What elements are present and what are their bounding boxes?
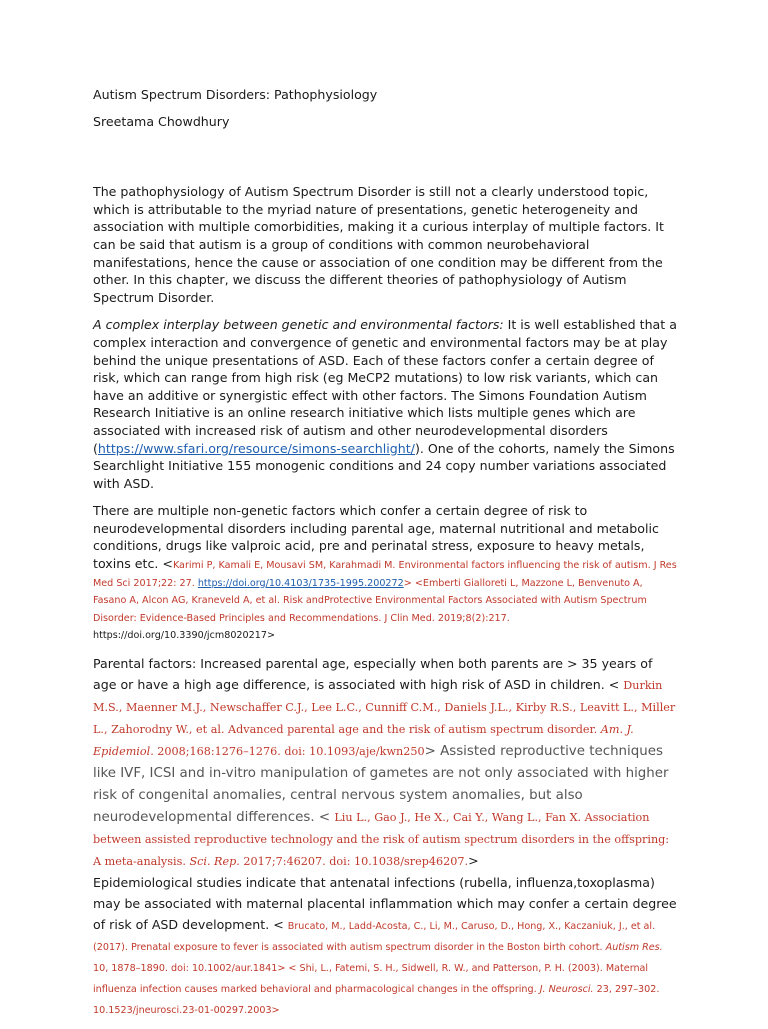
citation-liu: Liu L., Gao J., He X., Cai Y., Wang L., Fan X. Association between assisted reproductive technology and the risk of autism spectrum disorders in the offspring: A meta-analysis. Sci. Rep. 2017;7:46207. doi: 10.1038/srep46207. (93, 811, 670, 869)
citation-emberti: <Emberti Gialloreti L, Mazzone L, Benvenuto A, Fasano A, Alcon AG, Kraneveld A, et al. Risk andProtective Environmental Factors Associated with Autism Spectrum Disorder: Evidence-Based Principles and Recommendations. J Clin Med. 2019;8(2):217. (93, 577, 647, 624)
sfari-link[interactable]: https://www.sfari.org/resource/simons-searchlight/ (97, 440, 415, 456)
paragraph-text-infections: Epidemiological studies indicate that antenatal infections (rubella, influenza,toxoplasma) may be associated with maternal placental inflammation which may confer a certain degree of risk of ASD development. < (93, 875, 677, 933)
paragraph-text: There are multiple non-genetic factors which confer a certain degree of risk to neurodevelopmental disorders including parental age, maternal nutritional and metabolic conditions, drugs like valproic acid, pre and perinatal stress, exposure to heavy metals, toxins etc. < (93, 503, 659, 572)
document-page (93, 86, 677, 1029)
citation-durkin: Durkin M.S., Maenner M.J., Newschaffer C.J., Lee L.C., Cunniff C.M., Daniels J.L., Kirby R.S., Leavitt L., Miller L., Zahorodny W., et al. Advanced parental age and the risk of autism spectrum disorder. Am. J. Epidemiol. 2008;168:1276–1276. doi: 10.1093/aje/kwn250 (93, 679, 676, 759)
citation-karimi: Karimi P, Kamali E, Mousavi SM, Karahmadi M. Environmental factors influencing the risk of autism. J Res Med Sci 2017;22: 27. https://doi.org/10.4103/1735-1995.200272> <Emberti Gialloreti L, Mazzone L, Benvenuto A, Fasano A, Alcon AG, Kraneveld A, et al. Risk andProtective Environmental Factors Associated with Autism Spectrum Disorder: Evidence-Based Principles and Recommendations. J Clin Med. 2019;8(2):217. (93, 560, 677, 624)
paragraph-intro: The pathophysiology of Autism Spectrum Disorder is still not a clearly understood topic, which is attributable to the myriad nature of presentations, genetic heterogeneity and association with multiple comorbidities, making it a curious interplay of multiple factors. It can be said that autism is a group of conditions with common neurobehavioral manifestations, hence the cause or association of one condition may be different from the other. In this chapter, we discuss the different theories of pathophysiology of Autism Spectrum Disorder. (93, 184, 664, 305)
paragraph-text: Parental factors: Increased parental age, especially when both parents are > 35 years of age or have a high age difference, is associated with high risk of ASD in children. < (93, 656, 653, 693)
paragraph-non-genetic: There are multiple non-genetic factors which confer a certain degree of risk to neurodevelopmental disorders including parental age, maternal nutritional and metabolic conditions, drugs like valproic acid, pre and perinatal stress, exposure to heavy metals, toxins etc. <Karimi P, Kamali E, Mousavi SM, Karahmadi M. Environmental factors influencing the risk of autism. J Res Med Sci 2017;22: 27. https://doi.org/10.4103/1735-1995.200272> <Emberti Gialloreti L, Mazzone L, Benvenuto A, Fasano A, Alcon AG, Kraneveld A, et al. Risk andProtective Environmental Factors Associated with Autism Spectrum Disorder: Evidence-Based Principles and Recommendations. J Clin Med. 2019;8(2):217. https://doi.org/10.3390/jcm8020217> (93, 503, 677, 642)
citation-brucato: Brucato, M., Ladd-Acosta, C., Li, M., Caruso, D., Hong, X., Kaczaniuk, J., et al. (2017). Prenatal exposure to fever is associated with autism spectrum disorder in the Boston birth cohort. Autism Res. 10, 1878–1890. doi: 10.1002/aur.1841> < (93, 921, 663, 975)
paragraph-text-art: > Assisted reproductive techniques like IVF, ICSI and in-vitro manipulation of gametes are not only associated with higher risk of congenital anomalies, central nervous system anomalies, but also neurodevelopmental differences. < (93, 744, 669, 826)
paragraph-text: ). One of the cohorts, namely the Simons Searchlight Initiative 155 monogenic conditions and 24 copy number variations associated with ASD. (93, 440, 675, 491)
document-author: Sreetama Chowdhury (93, 113, 230, 129)
doi-link[interactable]: https://doi.org/10.4103/1735-1995.200272 (197, 577, 404, 589)
paragraph-parental-factors: Parental factors: Increased parental age, especially when both parents are > 35 years of age or have a high age difference, is associated with high risk of ASD in children. < Durkin M.S., Maenner M.J., Newschaffer C.J., Lee L.C., Cunniff C.M., Daniels J.L., Kirby R.S., Leavitt L., Miller L., Zahorodny W., et al. Advanced parental age and the risk of autism spectrum disorder. Am. J. Epidemiol. 2008;168:1276–1276. doi: 10.1093/aje/kwn250> Assisted reproductive techniques like IVF, ICSI and in-vitro manipulation of gametes are not only associated with higher risk of congenital anomalies, central nervous system anomalies, but also neurodevelopmental differences. < Liu L., Gao J., He X., Cai Y., Wang L., Fan X. Association between assisted reproductive technology and the risk of autism spectrum disorders in the offspring: A meta-analysis. Sci. Rep. 2017;7:46207. doi: 10.1038/srep46207.> Epidemiological studies indicate that antenatal infections (rubella, influenza,toxoplasma) may be associated with maternal placental inflammation which may confer a certain degree of risk of ASD development. < Brucato, M., Ladd-Acosta, C., Li, M., Caruso, D., Hong, X., Kaczaniuk, J., et al. (2017). Prenatal exposure to fever is associated with autism spectrum disorder in the Boston birth cohort. Autism Res. 10, 1878–1890. doi: 10.1002/aur.1841> < Shi, L., Fatemi, S. H., Sidwell, R. W., and Patterson, P. H. (2003). Maternal influenza infection causes marked behavioral and pharmacological changes in the offspring. J. Neurosci. 23, 297–302. 10.1523/jneurosci.23-01-00297.2003> (93, 656, 677, 1017)
section-heading-genetic-environmental: A complex interplay between genetic and environmental factors: (93, 317, 504, 333)
document-title: Autism Spectrum Disorders: Pathophysiology (93, 87, 378, 102)
paragraph-text: It is well established that a complex interaction and convergence of genetic and environmental factors may be at play behind the unique presentations of ASD. Each of these factors confer a certain degree of risk, which can range from high risk (eg MeCP2 mutations) to low risk variants, which can have an additive or synergistic effect with other factors. The Simons Foundation Autism Research Initiative is an online research initiative which lists multiple genes which are associated with increased risk of autism and other neurodevelopmental disorders ( (93, 317, 677, 456)
paragraph-genetic-environmental (93, 316, 677, 492)
doi-text: https://doi.org/10.3390/jcm8020217 (93, 630, 267, 642)
citation-shi: Shi, L., Fatemi, S. H., Sidwell, R. W., and Patterson, P. H. (2003). Maternal influenza infection causes marked behavioral and pharmacological changes in the offspring. J. Neurosci. 23, 297–302. 10.1523/jneurosci.23-01-00297.2003> (93, 963, 660, 1017)
